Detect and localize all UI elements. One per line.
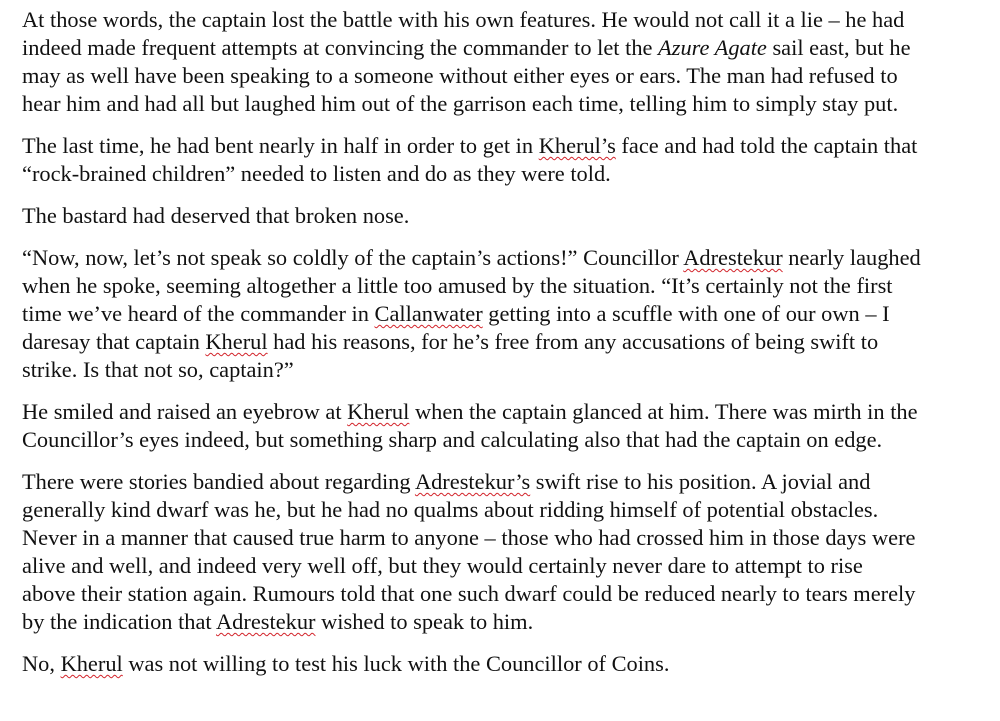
text-run: “Now, now, let’s not speak so coldly of the captain’s actions!” Councillor [22, 245, 684, 270]
text-run: daresay that captain [22, 329, 206, 354]
text-run: There were stories bandied about regarding [22, 469, 415, 494]
italic-text: Azure Agate [658, 35, 767, 60]
text-line [22, 62, 988, 90]
text-run: was not willing to test his luck with the Councillor of Coins. [122, 651, 670, 676]
text-run: “rock-brained children” needed to listen and do as they were told. [22, 161, 611, 186]
text-line [22, 202, 988, 230]
text-run: alive and well, and indeed very well off, but they would certainly never dare to attempt to rise [22, 553, 863, 578]
text-line [22, 426, 988, 454]
text-line [22, 398, 988, 426]
text-line [22, 356, 988, 384]
document-body [22, 6, 988, 692]
text-run: hear him and had all but laughed him out of the garrison each time, telling him to simply stay put. [22, 91, 899, 116]
text-line [22, 132, 988, 160]
paragraph [22, 244, 988, 384]
text-line [22, 6, 988, 34]
text-line [22, 552, 988, 580]
text-run: swift rise to his position. A jovial and [530, 469, 871, 494]
text-run: had his reasons, for he’s free from any accusations of being swift to [267, 329, 879, 354]
spellcheck-flagged-word: Kherul’s [538, 133, 616, 158]
paragraph [22, 468, 988, 636]
text-run: Councillor’s eyes indeed, but something sharp and calculating also that had the captain on edge. [22, 427, 883, 452]
text-line [22, 90, 988, 118]
text-line [22, 496, 988, 524]
paragraph [22, 6, 988, 118]
text-line [22, 524, 988, 552]
text-run: above their station again. Rumours told that one such dwarf could be reduced nearly to tears merely [22, 581, 916, 606]
paragraph [22, 398, 988, 454]
paragraph [22, 132, 988, 188]
text-run: wished to speak to him. [315, 609, 534, 634]
spellcheck-flagged-word: Callanwater [374, 301, 483, 326]
paragraph [22, 650, 988, 678]
text-line [22, 272, 988, 300]
text-run: may as well have been speaking to a someone without either eyes or ears. The man had refused to [22, 63, 898, 88]
text-run: He smiled and raised an eyebrow at [22, 399, 348, 424]
text-run: nearly laughed [782, 245, 921, 270]
spellcheck-flagged-word: Kherul [347, 399, 410, 424]
text-line [22, 300, 988, 328]
text-run: time we’ve heard of the commander in [22, 301, 375, 326]
text-run: At those words, the captain lost the battle with his own features. He would not call it a lie – he had [22, 7, 905, 32]
text-line [22, 244, 988, 272]
spellcheck-flagged-word: Adrestekur [683, 245, 783, 270]
text-run: by the indication that [22, 609, 217, 634]
text-run: sail east, but he [766, 35, 911, 60]
text-run: Never in a manner that caused true harm to anyone – those who had crossed him in those days were [22, 525, 916, 550]
text-run: No, [22, 651, 61, 676]
text-run: when he spoke, seeming altogether a little too amused by the situation. “It’s certainly not the first [22, 273, 893, 298]
spellcheck-flagged-word: Kherul [205, 329, 268, 354]
text-line [22, 650, 988, 678]
text-run: when the captain glanced at him. There was mirth in the [409, 399, 918, 424]
text-run: The bastard had deserved that broken nose. [22, 203, 410, 228]
paragraph [22, 202, 988, 230]
text-run: face and had told the captain that [615, 133, 918, 158]
text-run: generally kind dwarf was he, but he had no qualms about ridding himself of potential obstacles. [22, 497, 879, 522]
text-line [22, 580, 988, 608]
text-run: getting into a scuffle with one of our own – I [482, 301, 890, 326]
text-line [22, 468, 988, 496]
spellcheck-flagged-word: Kherul [60, 651, 123, 676]
text-run: strike. Is that not so, captain?” [22, 357, 294, 382]
text-run: indeed made frequent attempts at convincing the commander to let the [22, 35, 659, 60]
text-line [22, 160, 988, 188]
text-run: The last time, he had bent nearly in half in order to get in [22, 133, 539, 158]
text-line [22, 34, 988, 62]
text-line [22, 328, 988, 356]
spellcheck-flagged-word: Adrestekur [216, 609, 316, 634]
text-line [22, 608, 988, 636]
spellcheck-flagged-word: Adrestekur’s [414, 469, 531, 494]
